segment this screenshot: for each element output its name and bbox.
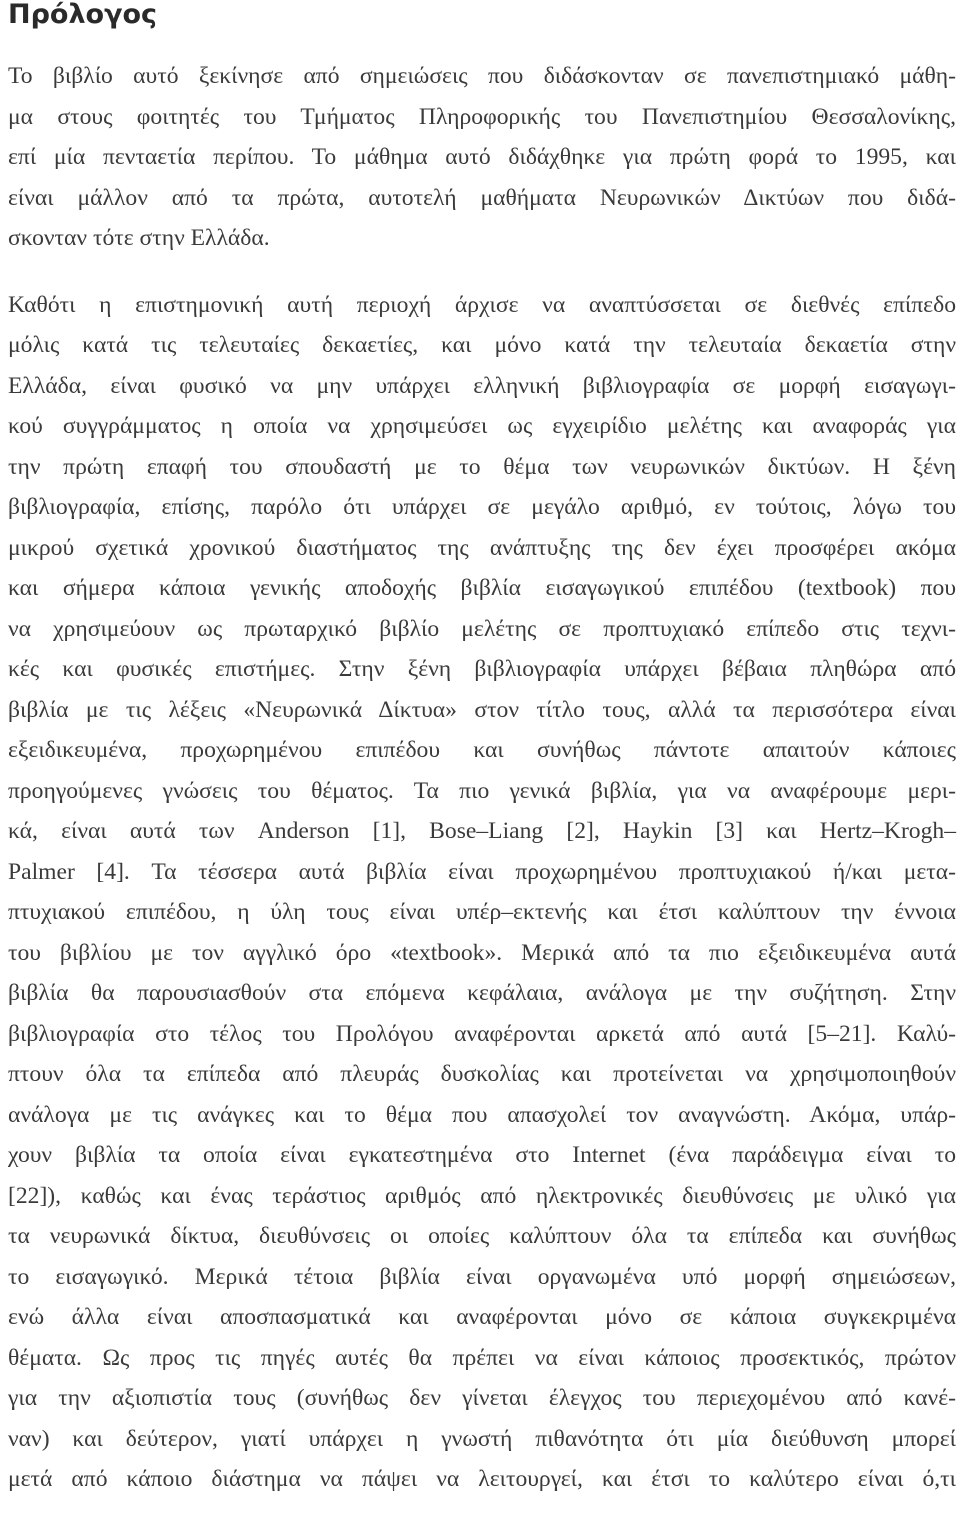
text-line: το εισαγωγικό. Μερικά τέτοια βιβλία είναι οργανωμένα υπό μορφή σημειώσεων, xyxy=(8,1263,956,1290)
paragraph-2 xyxy=(8,285,956,1500)
page-title: Πρόλογος xyxy=(8,0,158,30)
document-page xyxy=(8,0,956,1500)
text-line: μετά από κάποιο διάστημα να πάψει να λειτουργεί, και έτσι το καλύτερο είναι ό,τι xyxy=(8,1466,956,1492)
text-line: κού συγγράμματος η οποία να χρησιμεύσει ως εγχειρίδιο μελέτης και αναφοράς για xyxy=(8,413,956,439)
text-line: πτουν όλα τα επίπεδα από πλευράς δυσκολίας και προτείνεται να χρησιμοποιηθούν xyxy=(8,1061,956,1087)
text-line: χουν βιβλία τα οποία είναι εγκατεστημένα στο Internet (ένα παράδειγμα είναι το xyxy=(8,1142,956,1168)
text-line: βιβλιογραφία στο τέλος του Προλόγου αναφέρονται αρκετά από αυτά [5–21]. Καλύ- xyxy=(8,1020,956,1047)
text-line: μικρού σχετικά χρονικού διαστήματος της ανάπτυξης της δεν έχει προσφέρει ακόμα xyxy=(8,534,956,561)
text-line: Ελλάδα, είναι φυσικό να μην υπάρχει ελληνική βιβλιογραφία σε μορφή εισαγωγι- xyxy=(8,372,956,399)
text-line: κά, είναι αυτά των Anderson [1], Bose–Liang [2], Haykin [3] και Hertz–Krogh– xyxy=(8,818,956,844)
text-line: ναν) και δεύτερον, γιατί υπάρχει η γνωστή πιθανότητα ότι μία διεύθυνση μπορεί xyxy=(8,1425,956,1452)
text-line: μα στους φοιτητές του Τμήματος Πληροφορικής του Πανεπιστημίου Θεσσαλονίκης, xyxy=(8,103,956,130)
text-line: βιβλία θα παρουσιασθούν στα επόμενα κεφάλαια, ανάλογα με την συζήτηση. Στην xyxy=(8,980,956,1006)
text-line: σκονταν τότε στην Ελλάδα. xyxy=(8,225,270,251)
text-line: του βιβλίου με τον αγγλικό όρο «textbook». Μερικά από τα πιο εξειδικευμένα αυτά xyxy=(8,939,956,966)
text-line: κές και φυσικές επιστήμες. Στην ξένη βιβλιογραφία υπάρχει βέβαια πληθώρα από xyxy=(8,656,956,682)
text-line: για την αξιοπιστία τους (συνήθως δεν γίνεται έλεγχος του περιεχομένου από κανέ- xyxy=(8,1385,956,1411)
text-line: μόλις κατά τις τελευταίες δεκαετίες, και μόνο κατά την τελευταία δεκαετία στην xyxy=(8,332,956,358)
text-line: πτυχιακού επιπέδου, η ύλη τους είναι υπέρ–εκτενής και έτσι καλύπτουν την έννοια xyxy=(8,899,956,925)
text-line: θέματα. Ως προς τις πηγές αυτές θα πρέπει να είναι κάποιος προσεκτικός, πρώτον xyxy=(8,1344,956,1371)
text-line: Το βιβλίο αυτό ξεκίνησε από σημειώσεις που διδάσκονταν σε πανεπιστημιακό μάθη- xyxy=(8,63,956,89)
paragraph-1 xyxy=(8,56,956,259)
text-line: επί μία πενταετία περίπου. Το μάθημα αυτό διδάχθηκε για πρώτη φορά το 1995, και xyxy=(8,144,956,170)
text-line: Palmer [4]. Τα τέσσερα αυτά βιβλία είναι προχωρημένου προπτυχιακού ή/και μετα- xyxy=(8,858,956,885)
text-line: και σήμερα κάποια γενικής αποδοχής βιβλία εισαγωγικού επιπέδου (textbook) που xyxy=(8,575,956,601)
text-line: [22]), καθώς και ένας τεράστιος αριθμός από ηλεκτρονικές διευθύνσεις με υλικό για xyxy=(8,1182,956,1209)
text-line: είναι μάλλον από τα πρώτα, αυτοτελή μαθήματα Νευρωνικών Δικτύων που διδά- xyxy=(8,184,956,211)
text-line: την πρώτη επαφή του σπουδαστή με το θέμα των νευρωνικών δικτύων. Η ξένη xyxy=(8,453,956,480)
text-line: Καθότι η επιστημονική αυτή περιοχή άρχισε να αναπτύσσεται σε διεθνές επίπεδο xyxy=(8,291,956,318)
text-line: προηγούμενες γνώσεις του θέματος. Τα πιο γενικά βιβλία, για να αναφέρουμε μερι- xyxy=(8,777,956,804)
text-line: εξειδικευμένα, προχωρημένου επιπέδου και συνήθως πάντοτε απαιτούν κάποιες xyxy=(8,737,956,763)
text-line: ανάλογα με τις ανάγκες και το θέμα που απασχολεί τον αναγνώστη. Ακόμα, υπάρ- xyxy=(8,1101,956,1128)
text-line: να χρησιμεύουν ως πρωταρχικό βιβλίο μελέτης σε προπτυχιακό επίπεδο στις τεχνι- xyxy=(8,615,956,642)
text-line: βιβλιογραφία, επίσης, παρόλο ότι υπάρχει σε μεγάλο αριθμό, εν τούτοις, λόγω του xyxy=(8,494,956,520)
text-line: βιβλία με τις λέξεις «Νευρωνικά Δίκτυα» στον τίτλο τους, αλλά τα περισσότερα είναι xyxy=(8,696,956,723)
text-line: τα νευρωνικά δίκτυα, διευθύνσεις οι οποίες καλύπτουν όλα τα επίπεδα και συνήθως xyxy=(8,1223,956,1249)
text-line: ενώ άλλα είναι αποσπασματικά και αναφέρονται μόνο σε κάποια συγκεκριμένα xyxy=(8,1304,956,1330)
